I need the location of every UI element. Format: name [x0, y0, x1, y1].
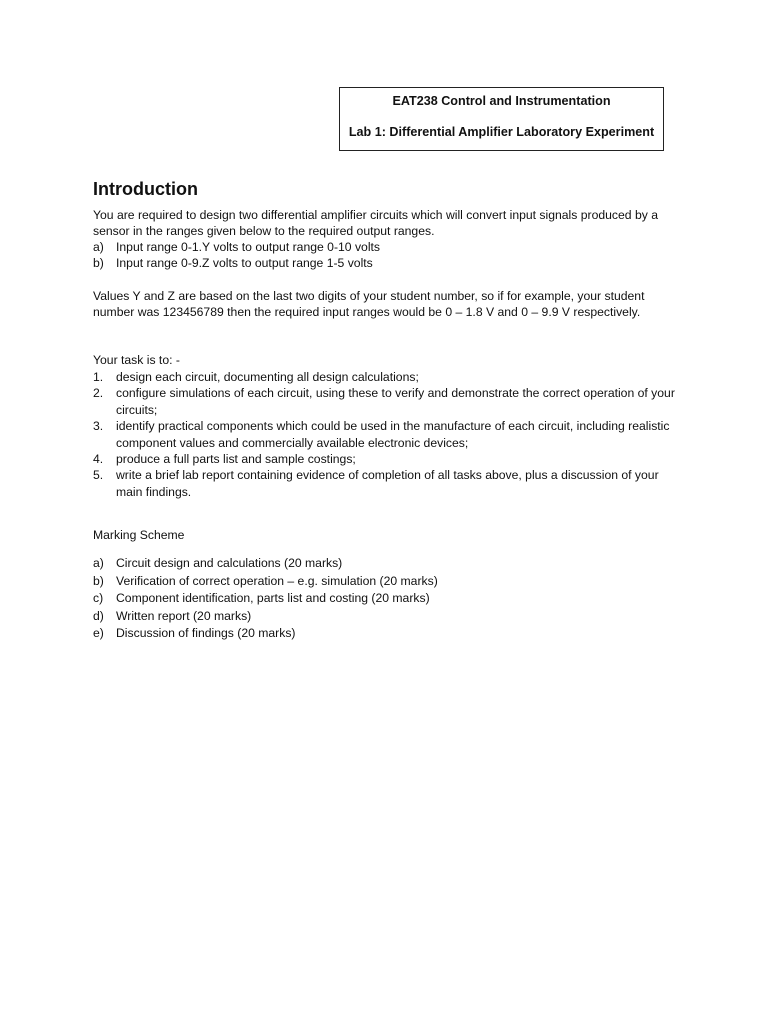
list-item-text: Circuit design and calculations (20 marks)	[116, 556, 343, 570]
list-item	[93, 608, 683, 626]
marking-scheme-list	[93, 555, 683, 643]
header-box	[339, 87, 664, 151]
list-item	[93, 385, 683, 418]
list-marker: d)	[93, 608, 104, 623]
list-item	[93, 573, 683, 591]
list-item-text: produce a full parts list and sample costings;	[116, 452, 356, 467]
list-marker: a)	[93, 556, 104, 570]
list-item-text: configure simulations of each circuit, using these to verify and demonstrate the correct operation of your circuits;	[116, 386, 675, 417]
list-item	[93, 239, 683, 255]
course-title: EAT238 Control and Instrumentation	[392, 94, 611, 108]
list-marker: 2.	[93, 386, 104, 401]
list-item-text: write a brief lab report containing evidence of completion of all tasks above, plus a discussion of your main findings.	[116, 468, 659, 499]
list-item-text: Discussion of findings (20 marks)	[116, 626, 296, 641]
list-item-text: Input range 0-1.Y volts to output range 0-10 volts	[116, 240, 381, 254]
list-item-text: Component identification, parts list and costing (20 marks)	[116, 591, 430, 606]
list-item	[93, 418, 683, 451]
list-marker: 5.	[93, 468, 104, 483]
introduction-heading: Introduction	[93, 179, 198, 199]
values-paragraph: Values Y and Z are based on the last two digits of your student number, so if for example, your student number was 123456789 then the required input ranges would be 0 – 1.8 V and 0 – 9.9 V respectively.	[93, 289, 645, 320]
list-marker: e)	[93, 626, 104, 641]
lab-title: Lab 1: Differential Amplifier Laboratory Experiment	[348, 125, 655, 139]
marking-scheme-heading: Marking Scheme	[93, 528, 185, 542]
list-item	[93, 255, 683, 271]
list-marker: b)	[93, 256, 104, 271]
list-item	[93, 369, 683, 385]
input-ranges-list	[93, 239, 683, 272]
list-marker: b)	[93, 573, 104, 588]
list-marker: a)	[93, 240, 104, 254]
list-marker: 1.	[93, 370, 104, 384]
list-marker: 3.	[93, 419, 104, 434]
list-item	[93, 625, 683, 643]
task-intro: Your task is to: -	[93, 353, 180, 367]
list-marker: c)	[93, 591, 104, 606]
list-item-text: identify practical components which could be used in the manufacture of each circuit, including realistic component values and commercially available electronic devices;	[116, 419, 670, 450]
list-item-text: Input range 0-9.Z volts to output range 1-5 volts	[116, 256, 373, 271]
list-item-text: Verification of correct operation – e.g. simulation (20 marks)	[116, 573, 438, 588]
list-item	[93, 451, 683, 467]
list-item-text: design each circuit, documenting all design calculations;	[116, 370, 419, 384]
list-item	[93, 555, 683, 573]
list-item-text: Written report (20 marks)	[116, 608, 252, 623]
task-list	[93, 369, 683, 500]
list-item	[93, 467, 683, 500]
intro-paragraph: You are required to design two differential amplifier circuits which will convert input signals produced by a sensor in the ranges given below to the required output ranges.	[93, 208, 658, 239]
list-item	[93, 590, 683, 608]
list-marker: 4.	[93, 452, 104, 467]
